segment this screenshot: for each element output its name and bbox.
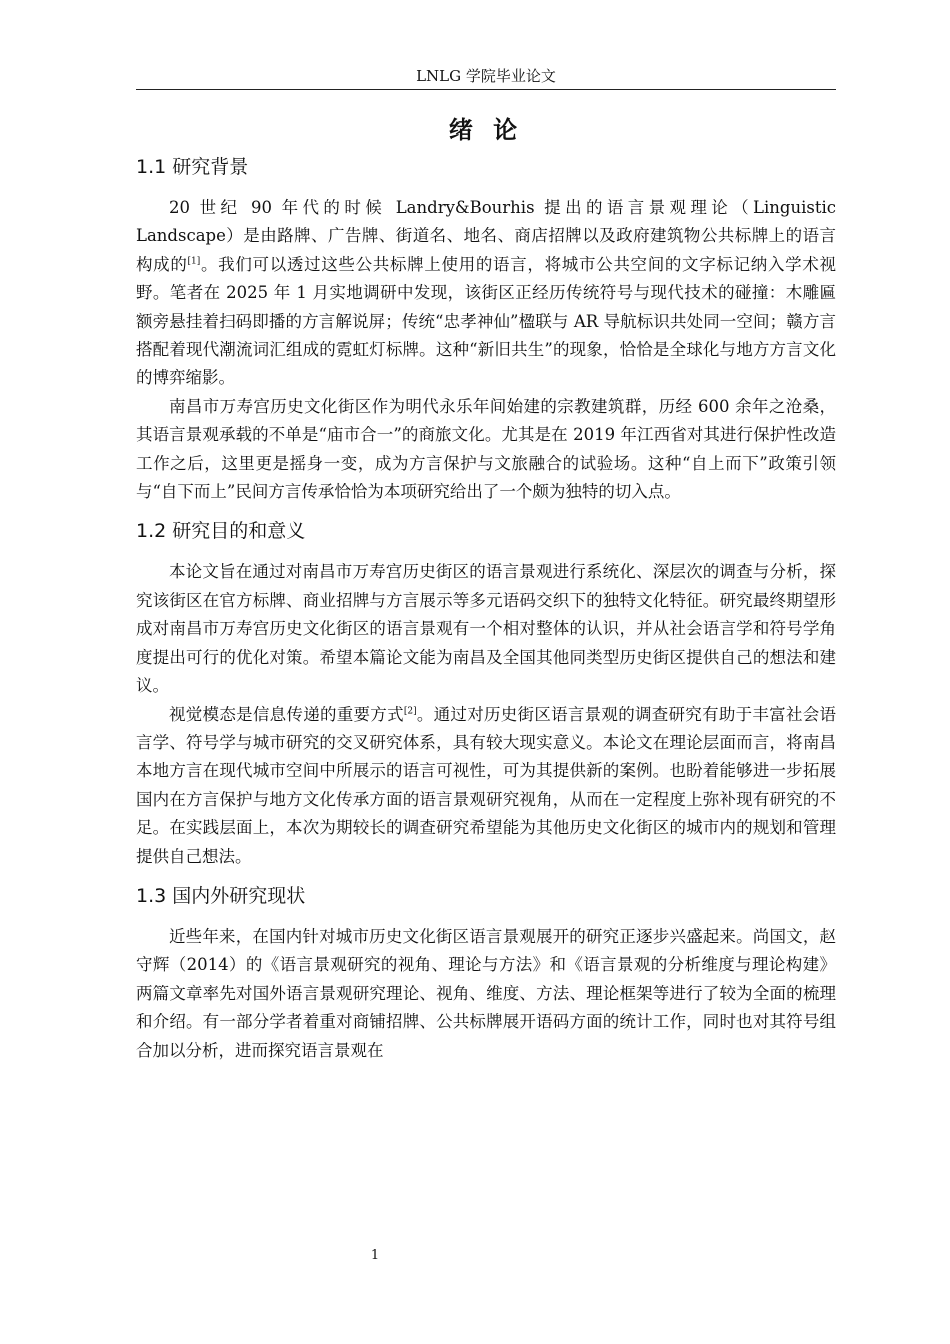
section-heading-1-1: 1.1 研究背景 [136,156,249,178]
paragraph-text: 视觉模态是信息传递的重要方式 [169,704,404,724]
paragraph [136,194,836,393]
page-number: 1 [370,1248,380,1263]
paragraph-text: 。我们可以透过这些公共标牌上使用的语言，将城市公共空间的文字标记纳入学术视野。笔者在 2025 年 1 月实地调研中发现，该街区正经历传统符号与现代技术的碰撞：木雕匾额旁悬挂着扫码即播的方言解说屏；传统“忠孝神仙”楹联与 AR 导航标识共处同一空间；赣方言搭配着现代潮流词汇组成的霓虹灯标牌。这种“新旧共生”的现象，恰恰是全球化与地方方言文化的博弈缩影。 [136,254,837,388]
chapter-title: 绪 论 [448,116,524,144]
citation-marker: [1] [187,256,201,267]
page-body [136,112,836,1065]
paragraph: 本论文旨在通过对南昌市万寿宫历史街区的语言景观进行系统化、深层次的调查与分析，探究该街区在官方标牌、商业招牌与方言展示等多元语码交织下的独特文化特征。研究最终期望形成对南昌市万寿宫历史文化街区的语言景观有一个相对整体的认识，并从社会语言学和符号学角度提出可行的优化对策。希望本篇论文能为南昌及全国其他同类型历史街区提供自己的想法和建议。 [136,562,836,696]
paragraph-text: 。通过对历史街区语言景观的调查研究有助于丰富社会语言学、符号学与城市研究的交叉研究体系，具有较大现实意义。本论文在理论层面而言，将南昌本地方言在现代城市空间中所展示的语言可视性，可为其提供新的案例。也盼着能够进一步拓展国内在方言保护与地方文化传承方面的语言景观研究视角，从而在一定程度上弥补现有研究的不足。在实践层面上，本次为期较长的调查研究希望能为其他历史文化街区的城市内的规划和管理提供自己想法。 [136,704,837,866]
paragraph-text: 20 世纪 90 年代的时候 Landry&Bourhis 提出的语言景观理论（Linguistic Landscape）是由路牌、广告牌、街道名、地名、商店招牌以及政府建筑物公共标牌上的语言构成的 [136,198,836,274]
citation-marker: [2] [403,706,417,716]
header-divider [136,89,836,90]
paragraph: 近些年来，在国内针对城市历史文化街区语言景观展开的研究正逐步兴盛起来。尚国文，赵守辉（2014）的《语言景观研究的视角、理论与方法》和《语言景观的分析维度与理论构建》两篇文章率先对国外语言景观研究理论、视角、维度、方法、理论框架等进行了较为全面的梳理和介绍。有一部分学者着重对商铺招牌、公共标牌展开语码方面的统计工作，同时也对其符号组合加以分析，进而探究语言景观在 [136,926,836,1060]
running-header: LNLG 学院毕业论文 [416,67,556,85]
section-heading-1-2: 1.2 研究目的和意义 [136,520,306,543]
section-heading-1-3: 1.3 国内外研究现状 [136,884,306,907]
paragraph: 南昌市万寿宫历史文化街区作为明代永乐年间始建的宗教建筑群，历经 600 余年之沧桑，其语言景观承载的不单是“庙市合一”的商旅文化。尤其是在 2019 年江西省对其进行保护性改造工作之后，这里更是摇身一变，成为方言保护与文旅融合的试验场。这种“自上而下”政策引领与“自下而上”民间方言传承恰恰为本项研究给出了一个颇为独特的切入点。 [136,396,836,502]
paragraph [136,701,836,871]
